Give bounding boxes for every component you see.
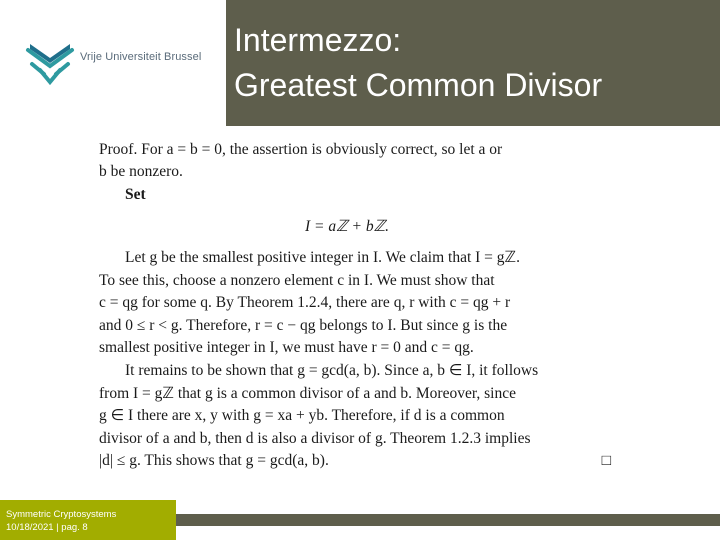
proof-line: To see this, choose a nonzero element c in I. We must show that — [99, 272, 495, 289]
footer-left-panel — [0, 500, 176, 540]
proof-text-block — [99, 138, 619, 478]
vub-emblem-icon — [22, 40, 78, 90]
proof-line: from I = gℤ that g is a common divisor of a and b. Moreover, since — [99, 385, 516, 402]
proof-line: |d| ≤ g. This shows that g = gcd(a, b). — [99, 452, 329, 469]
proof-line: divisor of a and b, then d is also a divisor of g. Theorem 1.2.3 implies — [99, 430, 531, 447]
qed-symbol: □ — [601, 452, 611, 469]
vub-logo — [22, 40, 222, 90]
proof-line: smallest positive integer in I, we must have r = 0 and c = qg. — [99, 339, 474, 356]
proof-line: Let g be the smallest positive integer in I. We claim that I = gℤ. — [125, 249, 520, 266]
proof-line: and 0 ≤ r < g. Therefore, r = c − qg belongs to I. But since g is the — [99, 317, 508, 334]
footer-course: Symmetric Cryptosystems — [6, 509, 117, 520]
slide-title-line-1: Intermezzo: — [234, 22, 402, 58]
title-box — [226, 0, 720, 126]
proof-line: g ∈ I there are x, y with g = xa + yb. Therefore, if d is a common — [99, 407, 505, 424]
slide-title-line-2: Greatest Common Divisor — [234, 67, 603, 103]
proof-line: It remains to be shown that g = gcd(a, b). Since a, b ∈ I, it follows — [125, 362, 539, 379]
proof-line: Set — [125, 186, 146, 203]
proof-line: Proof. For a = b = 0, the assertion is obviously correct, so let a or — [99, 141, 503, 158]
proof-line: c = qg for some q. By Theorem 1.2.4, there are q, r with c = qg + r — [99, 294, 511, 311]
footer-bar — [176, 514, 720, 526]
proof-line: I = aℤ + bℤ. — [305, 218, 390, 235]
footer-date-page: 10/18/2021 | pag. 8 — [6, 522, 88, 533]
proof-line: b be nonzero. — [99, 163, 183, 180]
logo-text: Vrije Universiteit Brussel — [80, 51, 202, 63]
